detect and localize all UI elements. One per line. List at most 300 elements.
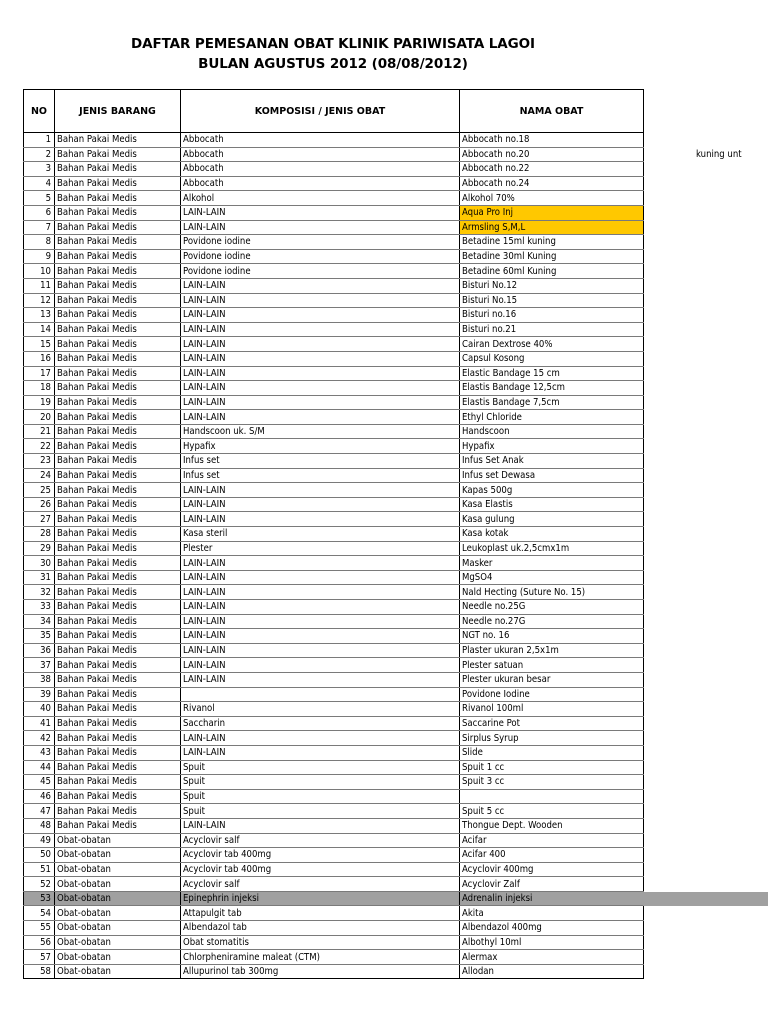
table-row [24,322,644,337]
cell-komposisi: Povidone iodine [181,249,460,264]
cell-no: 11 [24,278,55,293]
cell-jenis-barang: Bahan Pakai Medis [55,716,181,731]
cell-nama-obat: Infus set Dewasa [460,468,644,483]
cell-nama-obat: Aqua Pro Inj [460,205,644,220]
table-row [24,964,644,979]
cell-no: 19 [24,395,55,410]
table-row [24,745,644,760]
row-highlight-extension [643,892,768,906]
cell-no: 55 [24,921,55,936]
cell-jenis-barang: Bahan Pakai Medis [55,585,181,600]
table-row [24,600,644,615]
cell-jenis-barang: Bahan Pakai Medis [55,731,181,746]
table-row [24,147,644,162]
cell-no: 18 [24,381,55,396]
cell-jenis-barang: Bahan Pakai Medis [55,235,181,250]
cell-no: 15 [24,337,55,352]
cell-nama-obat: Capsul Kosong [460,351,644,366]
cell-komposisi: LAIN-LAIN [181,818,460,833]
cell-jenis-barang: Bahan Pakai Medis [55,643,181,658]
cell-jenis-barang: Bahan Pakai Medis [55,527,181,542]
cell-jenis-barang: Bahan Pakai Medis [55,483,181,498]
cell-nama-obat: Albendazol 400mg [460,921,644,936]
cell-jenis-barang: Bahan Pakai Medis [55,322,181,337]
cell-komposisi: Acyclovir salf [181,877,460,892]
cell-nama-obat: NGT no. 16 [460,629,644,644]
cell-jenis-barang: Bahan Pakai Medis [55,366,181,381]
cell-komposisi: LAIN-LAIN [181,322,460,337]
cell-komposisi: LAIN-LAIN [181,293,460,308]
cell-no: 22 [24,439,55,454]
cell-komposisi: Spuit [181,804,460,819]
cell-jenis-barang: Bahan Pakai Medis [55,147,181,162]
table-row [24,585,644,600]
cell-komposisi: LAIN-LAIN [181,220,460,235]
cell-nama-obat: Allodan [460,964,644,979]
table-row [24,351,644,366]
cell-komposisi: LAIN-LAIN [181,395,460,410]
cell-no: 43 [24,745,55,760]
table-row [24,541,644,556]
table-row [24,264,644,279]
cell-komposisi: Abbocath [181,147,460,162]
cell-nama-obat: Cairan Dextrose 40% [460,337,644,352]
header-no: NO [24,90,55,133]
cell-no: 9 [24,249,55,264]
cell-no: 48 [24,818,55,833]
cell-nama-obat: Spuit 1 cc [460,760,644,775]
cell-jenis-barang: Bahan Pakai Medis [55,424,181,439]
cell-nama-obat: Rivanol 100ml [460,702,644,717]
cell-jenis-barang: Obat-obatan [55,964,181,979]
cell-komposisi: Spuit [181,775,460,790]
cell-komposisi: Plester [181,541,460,556]
cell-nama-obat: Elastis Bandage 7,5cm [460,395,644,410]
cell-jenis-barang: Bahan Pakai Medis [55,439,181,454]
cell-jenis-barang: Bahan Pakai Medis [55,162,181,177]
cell-komposisi: LAIN-LAIN [181,497,460,512]
cell-jenis-barang: Bahan Pakai Medis [55,191,181,206]
cell-jenis-barang: Bahan Pakai Medis [55,570,181,585]
cell-komposisi: Attapulgit tab [181,906,460,921]
cell-nama-obat: Handscoon [460,424,644,439]
table-row [24,395,644,410]
cell-no: 37 [24,658,55,673]
cell-no: 53 [24,891,55,906]
cell-jenis-barang: Bahan Pakai Medis [55,220,181,235]
cell-jenis-barang: Bahan Pakai Medis [55,264,181,279]
cell-no: 41 [24,716,55,731]
cell-nama-obat: Plaster ukuran 2,5x1m [460,643,644,658]
cell-jenis-barang: Bahan Pakai Medis [55,278,181,293]
cell-nama-obat [460,789,644,804]
cell-no: 2 [24,147,55,162]
cell-nama-obat: Slide [460,745,644,760]
cell-jenis-barang: Bahan Pakai Medis [55,205,181,220]
cell-nama-obat: Leukoplast uk.2,5cmx1m [460,541,644,556]
table-row [24,731,644,746]
cell-jenis-barang: Bahan Pakai Medis [55,687,181,702]
cell-jenis-barang: Bahan Pakai Medis [55,789,181,804]
cell-no: 30 [24,556,55,571]
cell-komposisi: LAIN-LAIN [181,410,460,425]
cell-no: 57 [24,950,55,965]
cell-no: 38 [24,672,55,687]
cell-no: 5 [24,191,55,206]
cell-komposisi: LAIN-LAIN [181,205,460,220]
cell-no: 52 [24,877,55,892]
cell-jenis-barang: Bahan Pakai Medis [55,293,181,308]
cell-no: 40 [24,702,55,717]
cell-komposisi: LAIN-LAIN [181,512,460,527]
cell-nama-obat: Alkohol 70% [460,191,644,206]
cell-no: 29 [24,541,55,556]
table-row [24,818,644,833]
cell-nama-obat: Needle no.27G [460,614,644,629]
cell-nama-obat: Saccarine Pot [460,716,644,731]
cell-no: 7 [24,220,55,235]
cell-komposisi: Rivanol [181,702,460,717]
cell-nama-obat: Betadine 15ml kuning [460,235,644,250]
cell-nama-obat: Nald Hecting (Suture No. 15) [460,585,644,600]
cell-nama-obat: Infus Set Anak [460,454,644,469]
cell-jenis-barang: Bahan Pakai Medis [55,818,181,833]
cell-jenis-barang: Obat-obatan [55,935,181,950]
cell-jenis-barang: Obat-obatan [55,950,181,965]
cell-no: 24 [24,468,55,483]
cell-nama-obat: Adrenalin injeksi [460,891,644,906]
cell-no: 34 [24,614,55,629]
cell-komposisi: LAIN-LAIN [181,351,460,366]
table-row [24,439,644,454]
table-row [24,176,644,191]
cell-nama-obat: Betadine 30ml Kuning [460,249,644,264]
table-row [24,716,644,731]
cell-jenis-barang: Bahan Pakai Medis [55,395,181,410]
cell-komposisi: LAIN-LAIN [181,585,460,600]
cell-no: 46 [24,789,55,804]
cell-nama-obat: Abbocath no.22 [460,162,644,177]
cell-nama-obat: Akita [460,906,644,921]
cell-nama-obat: Albothyl 10ml [460,935,644,950]
table-row [24,789,644,804]
cell-nama-obat: Kapas 500g [460,483,644,498]
table-row [24,205,644,220]
table-row [24,935,644,950]
cell-nama-obat: Sirplus Syrup [460,731,644,746]
cell-komposisi: Acyclovir tab 400mg [181,848,460,863]
cell-komposisi: Spuit [181,760,460,775]
cell-nama-obat: Acyclovir 400mg [460,862,644,877]
cell-jenis-barang: Obat-obatan [55,833,181,848]
cell-nama-obat: Needle no.25G [460,600,644,615]
cell-no: 51 [24,862,55,877]
cell-jenis-barang: Bahan Pakai Medis [55,775,181,790]
table-row [24,235,644,250]
table-row [24,672,644,687]
cell-nama-obat: Plester ukuran besar [460,672,644,687]
cell-no: 17 [24,366,55,381]
cell-komposisi: LAIN-LAIN [181,381,460,396]
cell-nama-obat: Abbocath no.18 [460,133,644,148]
cell-no: 26 [24,497,55,512]
cell-no: 16 [24,351,55,366]
cell-komposisi: LAIN-LAIN [181,366,460,381]
cell-no: 39 [24,687,55,702]
cell-jenis-barang: Obat-obatan [55,877,181,892]
cell-no: 44 [24,760,55,775]
cell-no: 25 [24,483,55,498]
cell-komposisi: Allupurinol tab 300mg [181,964,460,979]
table-row [24,497,644,512]
table-row [24,921,644,936]
table-row [24,891,644,906]
table-row [24,468,644,483]
cell-no: 47 [24,804,55,819]
cell-komposisi: Abbocath [181,176,460,191]
cell-no: 14 [24,322,55,337]
table-row [24,381,644,396]
header-nama-obat: NAMA OBAT [460,90,644,133]
cell-komposisi: LAIN-LAIN [181,614,460,629]
cell-komposisi: LAIN-LAIN [181,337,460,352]
cell-jenis-barang: Bahan Pakai Medis [55,804,181,819]
cell-nama-obat: Elastic Bandage 15 cm [460,366,644,381]
cell-jenis-barang: Bahan Pakai Medis [55,672,181,687]
table-row [24,658,644,673]
cell-nama-obat: Armsling S,M,L [460,220,644,235]
cell-nama-obat: Acifar 400 [460,848,644,863]
cell-komposisi: LAIN-LAIN [181,629,460,644]
table-row [24,702,644,717]
cell-jenis-barang: Bahan Pakai Medis [55,497,181,512]
cell-jenis-barang: Bahan Pakai Medis [55,541,181,556]
cell-komposisi: LAIN-LAIN [181,570,460,585]
cell-jenis-barang: Bahan Pakai Medis [55,614,181,629]
cell-nama-obat: Hypafix [460,439,644,454]
header-komposisi: KOMPOSISI / JENIS OBAT [181,90,460,133]
cell-nama-obat: Masker [460,556,644,571]
cell-komposisi: Epinephrin injeksi [181,891,460,906]
cell-nama-obat: Bisturi No.15 [460,293,644,308]
cell-komposisi: LAIN-LAIN [181,600,460,615]
cell-nama-obat: MgSO4 [460,570,644,585]
cell-nama-obat: Kasa Elastis [460,497,644,512]
cell-jenis-barang: Bahan Pakai Medis [55,133,181,148]
cell-jenis-barang: Bahan Pakai Medis [55,410,181,425]
table-row [24,877,644,892]
cell-no: 54 [24,906,55,921]
cell-nama-obat: Spuit 5 cc [460,804,644,819]
cell-komposisi: Obat stomatitis [181,935,460,950]
cell-jenis-barang: Bahan Pakai Medis [55,658,181,673]
cell-no: 23 [24,454,55,469]
table-row [24,191,644,206]
cell-nama-obat: Alermax [460,950,644,965]
cell-no: 32 [24,585,55,600]
cell-komposisi: Chlorpheniramine maleat (CTM) [181,950,460,965]
table-row [24,512,644,527]
cell-no: 50 [24,848,55,863]
cell-komposisi: Albendazol tab [181,921,460,936]
table-row [24,162,644,177]
cell-nama-obat: Thongue Dept. Wooden [460,818,644,833]
table-row [24,308,644,323]
table-row [24,293,644,308]
cell-no: 1 [24,133,55,148]
cell-no: 36 [24,643,55,658]
cell-nama-obat: Acifar [460,833,644,848]
table-row [24,775,644,790]
cell-no: 49 [24,833,55,848]
cell-komposisi: Abbocath [181,162,460,177]
cell-komposisi [181,687,460,702]
cell-komposisi: Infus set [181,454,460,469]
cell-komposisi: Acyclovir tab 400mg [181,862,460,877]
cell-komposisi: Saccharin [181,716,460,731]
table-row [24,220,644,235]
cell-komposisi: Spuit [181,789,460,804]
cell-nama-obat: Abbocath no.20 [460,147,644,162]
cell-nama-obat: Kasa gulung [460,512,644,527]
cell-jenis-barang: Obat-obatan [55,921,181,936]
table-row [24,862,644,877]
table-row [24,760,644,775]
cell-jenis-barang: Bahan Pakai Medis [55,760,181,775]
cell-nama-obat: Bisturi no.21 [460,322,644,337]
cell-jenis-barang: Obat-obatan [55,848,181,863]
table-row [24,527,644,542]
cell-jenis-barang: Bahan Pakai Medis [55,600,181,615]
cell-jenis-barang: Bahan Pakai Medis [55,176,181,191]
cell-komposisi: Handscoon uk. S/M [181,424,460,439]
table-header-row [24,90,644,133]
document-subtitle: BULAN AGUSTUS 2012 (08/08/2012) [198,56,468,72]
cell-no: 4 [24,176,55,191]
cell-jenis-barang: Bahan Pakai Medis [55,745,181,760]
cell-komposisi: Abbocath [181,133,460,148]
cell-no: 27 [24,512,55,527]
table-row [24,906,644,921]
cell-komposisi: LAIN-LAIN [181,308,460,323]
cell-jenis-barang: Bahan Pakai Medis [55,249,181,264]
cell-nama-obat: Acyclovir Zalf [460,877,644,892]
table-row [24,950,644,965]
cell-komposisi: Infus set [181,468,460,483]
side-note: kuning unt [696,149,742,160]
table-row [24,804,644,819]
table-row [24,249,644,264]
cell-komposisi: Kasa steril [181,527,460,542]
cell-jenis-barang: Bahan Pakai Medis [55,629,181,644]
table-row [24,570,644,585]
cell-jenis-barang: Bahan Pakai Medis [55,556,181,571]
table-row [24,483,644,498]
cell-jenis-barang: Bahan Pakai Medis [55,381,181,396]
cell-komposisi: LAIN-LAIN [181,658,460,673]
cell-komposisi: LAIN-LAIN [181,672,460,687]
cell-no: 21 [24,424,55,439]
cell-no: 8 [24,235,55,250]
cell-komposisi: Povidone iodine [181,264,460,279]
table-row [24,629,644,644]
cell-nama-obat: Abbocath no.24 [460,176,644,191]
cell-no: 6 [24,205,55,220]
table-row [24,454,644,469]
cell-no: 10 [24,264,55,279]
cell-nama-obat: Bisturi No.12 [460,278,644,293]
cell-no: 12 [24,293,55,308]
table-row [24,833,644,848]
cell-jenis-barang: Obat-obatan [55,906,181,921]
table-row [24,848,644,863]
cell-no: 13 [24,308,55,323]
cell-jenis-barang: Bahan Pakai Medis [55,337,181,352]
document-title: DAFTAR PEMESANAN OBAT KLINIK PARIWISATA LAGOI [131,36,535,52]
cell-nama-obat: Betadine 60ml Kuning [460,264,644,279]
table-row [24,424,644,439]
order-table [23,89,644,979]
table-row [24,133,644,148]
cell-komposisi: Acyclovir salf [181,833,460,848]
cell-jenis-barang: Bahan Pakai Medis [55,702,181,717]
cell-komposisi: LAIN-LAIN [181,278,460,293]
cell-no: 31 [24,570,55,585]
cell-nama-obat: Ethyl Chloride [460,410,644,425]
cell-no: 20 [24,410,55,425]
cell-no: 35 [24,629,55,644]
cell-jenis-barang: Bahan Pakai Medis [55,468,181,483]
cell-no: 42 [24,731,55,746]
table-row [24,410,644,425]
table-row [24,643,644,658]
cell-nama-obat: Povidone Iodine [460,687,644,702]
cell-komposisi: LAIN-LAIN [181,556,460,571]
cell-no: 58 [24,964,55,979]
cell-komposisi: LAIN-LAIN [181,643,460,658]
cell-jenis-barang: Bahan Pakai Medis [55,512,181,527]
cell-komposisi: Alkohol [181,191,460,206]
cell-no: 28 [24,527,55,542]
cell-nama-obat: Kasa kotak [460,527,644,542]
cell-jenis-barang: Bahan Pakai Medis [55,308,181,323]
cell-nama-obat: Plester satuan [460,658,644,673]
cell-nama-obat: Elastis Bandage 12,5cm [460,381,644,396]
cell-no: 3 [24,162,55,177]
table-row [24,687,644,702]
cell-komposisi: LAIN-LAIN [181,483,460,498]
cell-jenis-barang: Obat-obatan [55,891,181,906]
cell-jenis-barang: Bahan Pakai Medis [55,351,181,366]
cell-no: 33 [24,600,55,615]
header-jenis-barang: JENIS BARANG [55,90,181,133]
cell-nama-obat: Spuit 3 cc [460,775,644,790]
table-row [24,366,644,381]
table-row [24,556,644,571]
cell-no: 56 [24,935,55,950]
cell-no: 45 [24,775,55,790]
cell-jenis-barang: Bahan Pakai Medis [55,454,181,469]
cell-jenis-barang: Obat-obatan [55,862,181,877]
table-row [24,337,644,352]
cell-komposisi: LAIN-LAIN [181,745,460,760]
cell-komposisi: Povidone iodine [181,235,460,250]
cell-nama-obat: Bisturi no.16 [460,308,644,323]
cell-komposisi: LAIN-LAIN [181,731,460,746]
table-row [24,614,644,629]
table-row [24,278,644,293]
cell-komposisi: Hypafix [181,439,460,454]
